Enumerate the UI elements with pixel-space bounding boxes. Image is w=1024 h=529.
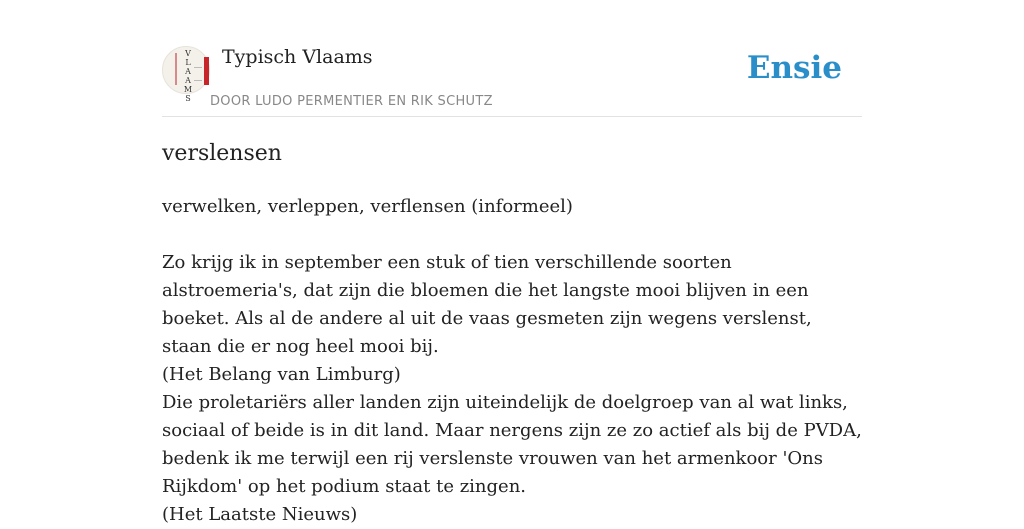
blog-header bbox=[162, 44, 862, 117]
logo-letter: M bbox=[183, 85, 193, 94]
logo-letters bbox=[181, 49, 195, 103]
logo-letter: A bbox=[185, 76, 191, 85]
example-block bbox=[162, 249, 862, 529]
entry-word: verslensen bbox=[162, 141, 282, 166]
blog-logo[interactable] bbox=[162, 46, 210, 103]
logo-stripe bbox=[175, 53, 177, 85]
logo-letter: V bbox=[185, 49, 191, 58]
example-source: (Het Belang van Limburg) bbox=[162, 364, 401, 385]
logo-letter: S bbox=[185, 94, 191, 103]
logo-letter: L bbox=[185, 58, 191, 67]
example-quote: Die proletariërs aller landen zijn uiteindelijk de doelgroep van al wat links, sociaal of beide is in dit land. Maar nergens zijn ze zo actief als bij de PVDA, bedenk ik me terwijl een rij verslenste vrouwen van het armenkoor 'Ons Rijkdom' op het podium staat te zingen. bbox=[162, 392, 862, 497]
blog-byline: DOOR LUDO PERMENTIER EN RIK SCHUTZ bbox=[210, 94, 493, 109]
blog-title[interactable]: Typisch Vlaams bbox=[222, 46, 373, 68]
logo-letter: A bbox=[185, 67, 191, 76]
logo-lines bbox=[194, 67, 202, 81]
example-source: (Het Laatste Nieuws) bbox=[162, 504, 358, 525]
logo-red-bar bbox=[204, 57, 209, 85]
entry-definition: verwelken, verleppen, verflensen (informeel) bbox=[162, 196, 573, 217]
entry-content bbox=[162, 138, 862, 529]
example-quote: Zo krijg ik in september een stuk of tien verschillende soorten alstroemeria's, dat zijn die bloemen die het langste mooi blijven in een boeket. Als al de andere al uit de vaas gesmeten zijn wegens verslenst, staan die er nog heel mooi bij. bbox=[162, 252, 812, 357]
ensie-brand-link[interactable]: Ensie bbox=[746, 50, 842, 86]
